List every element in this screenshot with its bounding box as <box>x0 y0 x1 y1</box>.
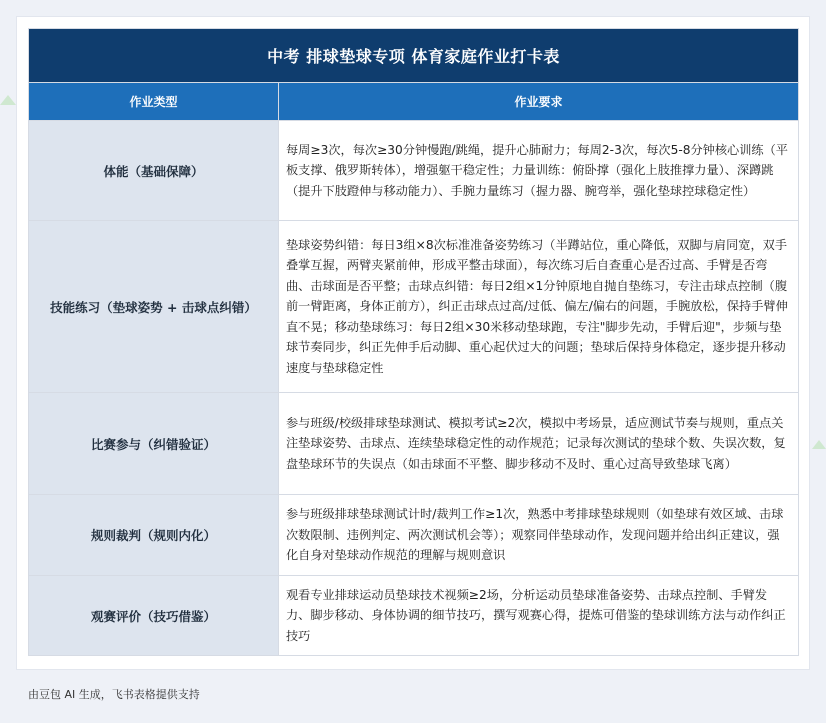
footer-credit: 由豆包 AI 生成，飞书表格提供支持 <box>28 688 200 701</box>
table-row <box>29 576 799 656</box>
title-row <box>29 29 799 83</box>
header-type: 作业类型 <box>29 83 279 121</box>
decorative-triangle <box>0 95 16 105</box>
row-type: 规则裁判（规则内化） <box>29 495 279 576</box>
header-row <box>29 83 799 121</box>
row-type: 观赛评价（技巧借鉴） <box>29 576 279 656</box>
table-row <box>29 121 799 221</box>
header-requirement: 作业要求 <box>279 83 799 121</box>
decorative-triangle <box>812 440 826 449</box>
table-row <box>29 495 799 576</box>
row-requirement: 每周≥3次，每次≥30分钟慢跑/跳绳，提升心肺耐力；每周2-3次，每次5-8分钟核心训练（平板支撑、俄罗斯转体），增强躯干稳定性；力量训练：俯卧撑（强化上肢推撑力量）、深蹲跳（提升下肢蹬伸与移动能力）、手腕力量练习（握力器、腕弯举，强化垫球控球稳定性） <box>279 121 799 221</box>
table-title: 中考 排球垫球专项 体育家庭作业打卡表 <box>29 29 799 83</box>
homework-table <box>28 28 799 656</box>
row-type: 体能（基础保障） <box>29 121 279 221</box>
row-requirement: 参与班级/校级排球垫球测试、模拟考试≥2次，模拟中考场景，适应测试节奏与规则，重点关注垫球姿势、击球点、连续垫球稳定性的动作规范；记录每次测试的垫球个数、失误次数，复盘垫球环节的失误点（如击球面不平整、脚步移动不及时、重心过高导致垫球飞离） <box>279 393 799 495</box>
row-type: 比赛参与（纠错验证） <box>29 393 279 495</box>
row-requirement: 垫球姿势纠错：每日3组×8次标准准备姿势练习（半蹲站位，重心降低，双脚与肩同宽，双手叠掌互握，两臂夹紧前伸，形成平整击球面），每次练习后自查重心是否过高、手臂是否弯曲、击球面是否平整；击球点纠错：每日2组×1分钟原地自抛自垫练习，专注击球点控制（腹前一臂距离，身体正前方），纠正击球点过高/过低、偏左/偏右的问题，手腕放松，保持手臂伸直不晃；移动垫球练习：每日2组×30米移动垫球跑，专注"脚步先动，手臂后迎"，步频与垫球节奏同步，纠正先伸手后动脚、重心起伏过大的问题；垫球后保持身体稳定，逐步提升移动速度与垫球稳定性 <box>279 221 799 393</box>
table-row <box>29 393 799 495</box>
row-type: 技能练习（垫球姿势 + 击球点纠错） <box>29 221 279 393</box>
row-requirement: 参与班级排球垫球测试计时/裁判工作≥1次，熟悉中考排球垫球规则（如垫球有效区域、击球次数限制、违例判定、两次测试机会等）；观察同伴垫球动作，发现问题并给出纠正建议，强化自身对垫球动作规范的理解与规则意识 <box>279 495 799 576</box>
row-requirement: 观看专业排球运动员垫球技术视频≥2场，分析运动员垫球准备姿势、击球点控制、手臂发力、脚步移动、身体协调的细节技巧，撰写观赛心得，提炼可借鉴的垫球训练方法与动作纠正技巧 <box>279 576 799 656</box>
table-row <box>29 221 799 393</box>
